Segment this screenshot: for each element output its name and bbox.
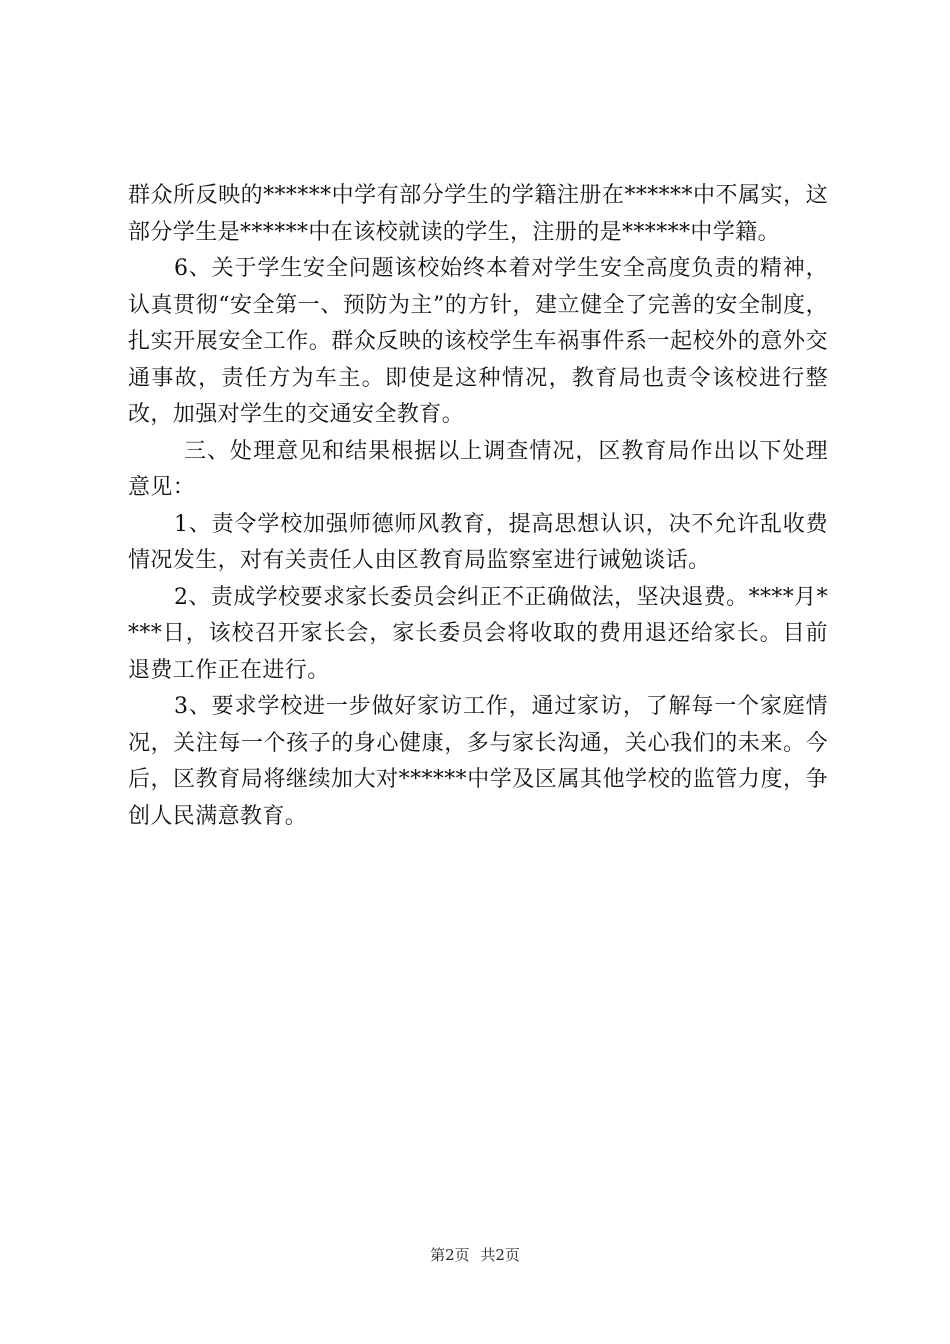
paragraph-continuation: 群众所反映的******中学有部分学生的学籍注册在******中不属实，这部分学生是******中在该校就读的学生，注册的是******中学籍。 — [128, 183, 828, 245]
page-number: 第2页 — [430, 1246, 470, 1264]
paragraph-item-1: 1、责令学校加强师德师风教育，提高思想认识，决不允许乱收费情况发生，对有关责任人由区教育局监察室进行诫勉谈话。 — [128, 511, 828, 573]
paragraph-item-3: 3、要求学校进一步做好家访工作，通过家访，了解每一个家庭情况，关注每一个孩子的身心健康，多与家长沟通，关心我们的未来。今后，区教育局将继续加大对******中学及区属其他学校的监管力度，争创人民满意教育。 — [128, 694, 828, 829]
paragraph-section-3: 三、处理意见和结果根据以上调查情况，区教育局作出以下处理意见： — [128, 438, 828, 500]
page-footer — [0, 1244, 950, 1265]
page-total: 共2页 — [480, 1246, 520, 1264]
paragraph-item-2: 2、责成学校要求家长委员会纠正不正确做法，坚决退费。****月****日，该校召开家长会，家长委员会将收取的费用退还给家长。目前退费工作正在进行。 — [128, 584, 828, 683]
paragraph-item-6: 6、关于学生安全问题该校始终本着对学生安全高度负责的精神，认真贯彻“安全第一、预防为主”的方针，建立健全了完善的安全制度，扎实开展安全工作。群众反映的该校学生车祸事件系一起校外的意外交通事故，责任方为车主。即使是这种情况，教育局也责令该校进行整改，加强对学生的交通安全教育。 — [128, 256, 828, 427]
document-body — [128, 178, 828, 835]
